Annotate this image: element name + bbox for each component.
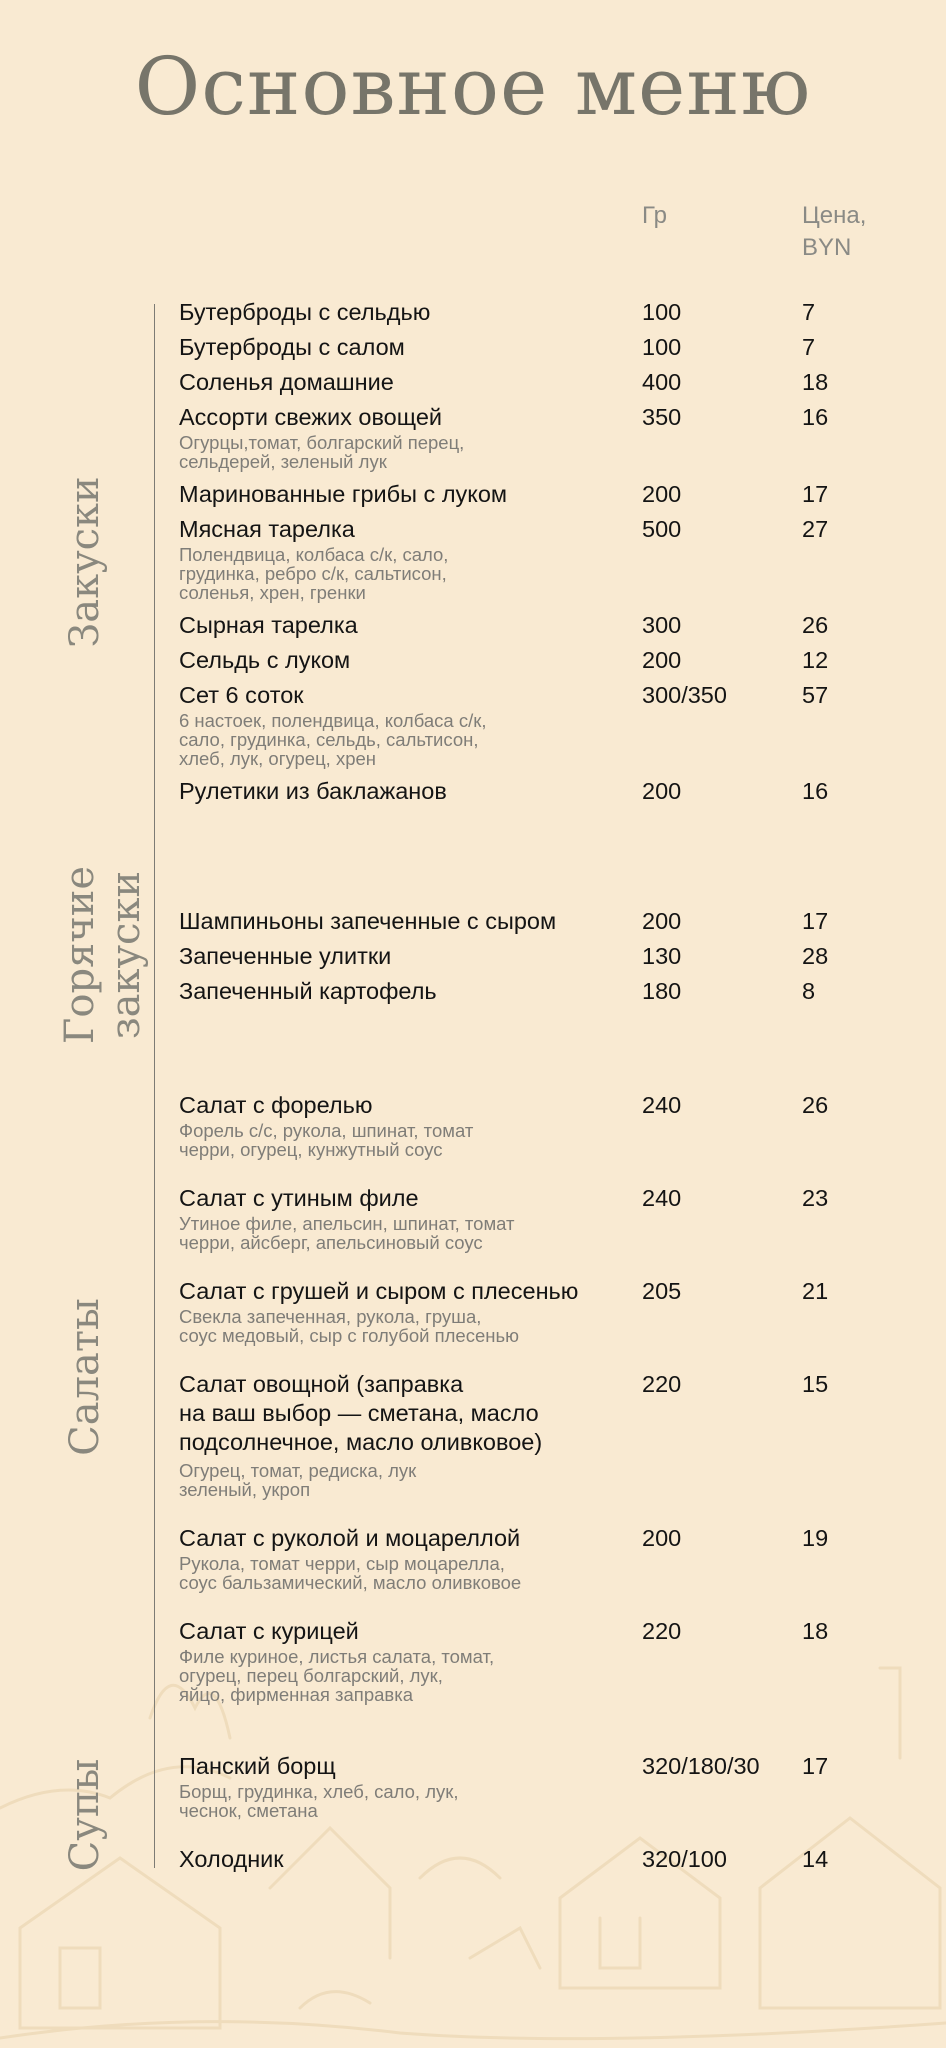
item-price: 14	[802, 1846, 829, 1872]
menu-item	[179, 907, 919, 933]
section-soups	[179, 1752, 919, 1880]
item-name: Соленья домашние	[179, 369, 394, 395]
section-hot-zakuski	[179, 907, 919, 1012]
item-name: Ассорти свежих овощей	[179, 404, 443, 430]
desc-line: Борщ, грудинка, хлеб, сало, лук,	[179, 1781, 459, 1802]
item-name-line: на ваш выбор — сметана, масло	[179, 1400, 539, 1426]
desc-line: яйцо, фирменная заправка	[179, 1684, 414, 1705]
item-description	[179, 1461, 609, 1499]
item-name: Мясная тарелка	[179, 516, 355, 542]
item-price: 28	[802, 943, 829, 969]
item-name: Маринованные грибы с луком	[179, 481, 508, 507]
menu-item	[179, 1277, 919, 1345]
item-price: 15	[802, 1371, 829, 1397]
column-header-grams: Гр	[642, 202, 667, 229]
desc-line: черри, айсберг, апельсиновый соус	[179, 1232, 483, 1253]
item-grams: 200	[642, 481, 682, 507]
desc-line: чеснок, сметана	[179, 1800, 318, 1821]
item-name: Панский борщ	[179, 1753, 336, 1779]
item-grams: 130	[642, 943, 682, 969]
item-grams: 220	[642, 1618, 682, 1644]
item-name: Запеченные улитки	[179, 943, 392, 969]
item-grams: 100	[642, 299, 682, 325]
desc-line: Огурцы,томат, болгарский перец,	[179, 432, 465, 453]
desc-line: зеленый, укроп	[179, 1479, 311, 1500]
item-grams: 200	[642, 647, 682, 673]
desc-line: соленья, хрен, гренки	[179, 582, 366, 603]
item-grams: 320/180/30	[642, 1753, 760, 1779]
menu-item	[179, 515, 919, 602]
item-price: 12	[802, 647, 829, 673]
desc-line: Утиное филе, апельсин, шпинат, томат	[179, 1213, 515, 1234]
price-header-line1: Цена,	[802, 202, 867, 229]
desc-line: 6 настоек, полендвица, колбаса с/к,	[179, 710, 487, 731]
menu-title: Основное меню	[134, 40, 812, 133]
item-grams: 200	[642, 778, 682, 804]
item-grams: 200	[642, 1525, 682, 1551]
item-description	[179, 1214, 609, 1252]
desc-line: Свекла запеченная, рукола, груша,	[179, 1306, 482, 1327]
item-grams: 350	[642, 404, 682, 430]
item-grams: 220	[642, 1371, 682, 1397]
item-grams: 100	[642, 334, 682, 360]
category-label-hot-zakuski	[57, 866, 149, 1044]
item-name: Салат с грушей и сыром с плесенью	[179, 1278, 579, 1304]
item-price: 27	[802, 516, 829, 542]
item-description	[179, 1554, 609, 1592]
item-name: Салат с курицей	[179, 1618, 359, 1644]
desc-line: Филе куриное, листья салата, томат,	[179, 1646, 495, 1667]
desc-line: огурец, перец болгарский, лук,	[179, 1665, 443, 1686]
item-name: Бутерброды с сельдью	[179, 299, 431, 325]
desc-line: Полендвица, колбаса с/к, сало,	[179, 544, 449, 565]
item-grams: 300	[642, 612, 682, 638]
item-price: 57	[802, 682, 829, 708]
desc-line: сало, грудинка, сельдь, сальтисон,	[179, 729, 479, 750]
desc-line: соус медовый, сыр с голубой плесенью	[179, 1325, 519, 1346]
desc-line: хлеб, лук, огурец, хрен	[179, 748, 376, 769]
item-name: Салат с руколой и моцареллой	[179, 1525, 521, 1551]
item-grams: 205	[642, 1278, 682, 1304]
desc-line: грудинка, ребро с/к, сальтисон,	[179, 563, 447, 584]
category-label-salads: Салаты	[62, 1298, 108, 1456]
item-name	[179, 1370, 629, 1457]
item-price: 23	[802, 1185, 829, 1211]
desc-line: Огурец, томат, редиска, лук	[179, 1460, 417, 1481]
price-header-line2: BYN	[802, 234, 852, 261]
item-description	[179, 711, 609, 768]
item-price: 18	[802, 1618, 829, 1644]
menu-item	[179, 368, 919, 394]
item-description	[179, 1782, 609, 1820]
category-divider-line	[154, 304, 155, 1868]
column-header-price	[802, 200, 922, 264]
item-name: Сет 6 соток	[179, 682, 304, 708]
item-price: 26	[802, 1092, 829, 1118]
desc-line: сельдерей, зеленый лук	[179, 451, 387, 472]
item-grams: 300/350	[642, 682, 727, 708]
item-name: Сельдь с луком	[179, 647, 351, 673]
item-grams: 320/100	[642, 1846, 727, 1872]
item-grams: 200	[642, 908, 682, 934]
item-grams: 400	[642, 369, 682, 395]
item-name: Салат с утиным филе	[179, 1185, 419, 1211]
menu-item	[179, 1752, 919, 1820]
item-price: 18	[802, 369, 829, 395]
item-name-line: подсолнечное, масло оливковое)	[179, 1429, 543, 1455]
menu-item	[179, 1524, 919, 1592]
item-name: Салат с форелью	[179, 1092, 373, 1118]
menu-item	[179, 611, 919, 637]
menu-item	[179, 942, 919, 968]
menu-item	[179, 1617, 919, 1704]
item-price: 7	[802, 334, 816, 360]
section-salads	[179, 1091, 919, 1713]
category-label-line2: закуски	[103, 870, 149, 1040]
item-name: Сырная тарелка	[179, 612, 358, 638]
menu-item	[179, 480, 919, 506]
item-price: 26	[802, 612, 829, 638]
item-price: 21	[802, 1278, 829, 1304]
item-price: 17	[802, 1753, 829, 1779]
item-price: 8	[802, 978, 816, 1004]
item-name-line: Салат овощной (заправка	[179, 1371, 464, 1397]
desc-line: Рукола, томат черри, сыр моцарелла,	[179, 1553, 505, 1574]
item-price: 7	[802, 299, 816, 325]
item-price: 19	[802, 1525, 829, 1551]
menu-item	[179, 1845, 919, 1871]
category-label-zakuski: Закуски	[62, 476, 108, 648]
menu-item	[179, 777, 919, 803]
item-name: Запеченный картофель	[179, 978, 437, 1004]
desc-line: черри, огурец, кунжутный соус	[179, 1139, 443, 1160]
item-price: 17	[802, 481, 829, 507]
item-name: Бутерброды с салом	[179, 334, 405, 360]
menu-item	[179, 403, 919, 471]
item-description	[179, 545, 609, 602]
item-name: Холодник	[179, 1846, 284, 1872]
menu-item	[179, 1184, 919, 1252]
item-description	[179, 1121, 609, 1159]
item-name: Шампиньоны запеченные с сыром	[179, 908, 557, 934]
menu-item	[179, 646, 919, 672]
menu-item	[179, 333, 919, 359]
menu-item	[179, 977, 919, 1003]
menu-item	[179, 681, 919, 768]
desc-line: соус бальзамический, масло оливковое	[179, 1572, 522, 1593]
item-grams: 500	[642, 516, 682, 542]
item-price: 17	[802, 908, 829, 934]
item-price: 16	[802, 404, 829, 430]
item-name: Рулетики из баклажанов	[179, 778, 447, 804]
desc-line: Форель с/с, рукола, шпинат, томат	[179, 1120, 474, 1141]
item-description	[179, 1307, 609, 1345]
category-label-line1: Горячие	[57, 865, 103, 1045]
section-zakuski	[179, 298, 919, 812]
item-description	[179, 1647, 609, 1704]
item-grams: 240	[642, 1092, 682, 1118]
item-grams: 240	[642, 1185, 682, 1211]
menu-item	[179, 1370, 919, 1499]
menu-item	[179, 298, 919, 324]
category-label-soups: Супы	[62, 1758, 108, 1872]
item-description	[179, 433, 609, 471]
item-grams: 180	[642, 978, 682, 1004]
item-price: 16	[802, 778, 829, 804]
menu-item	[179, 1091, 919, 1159]
